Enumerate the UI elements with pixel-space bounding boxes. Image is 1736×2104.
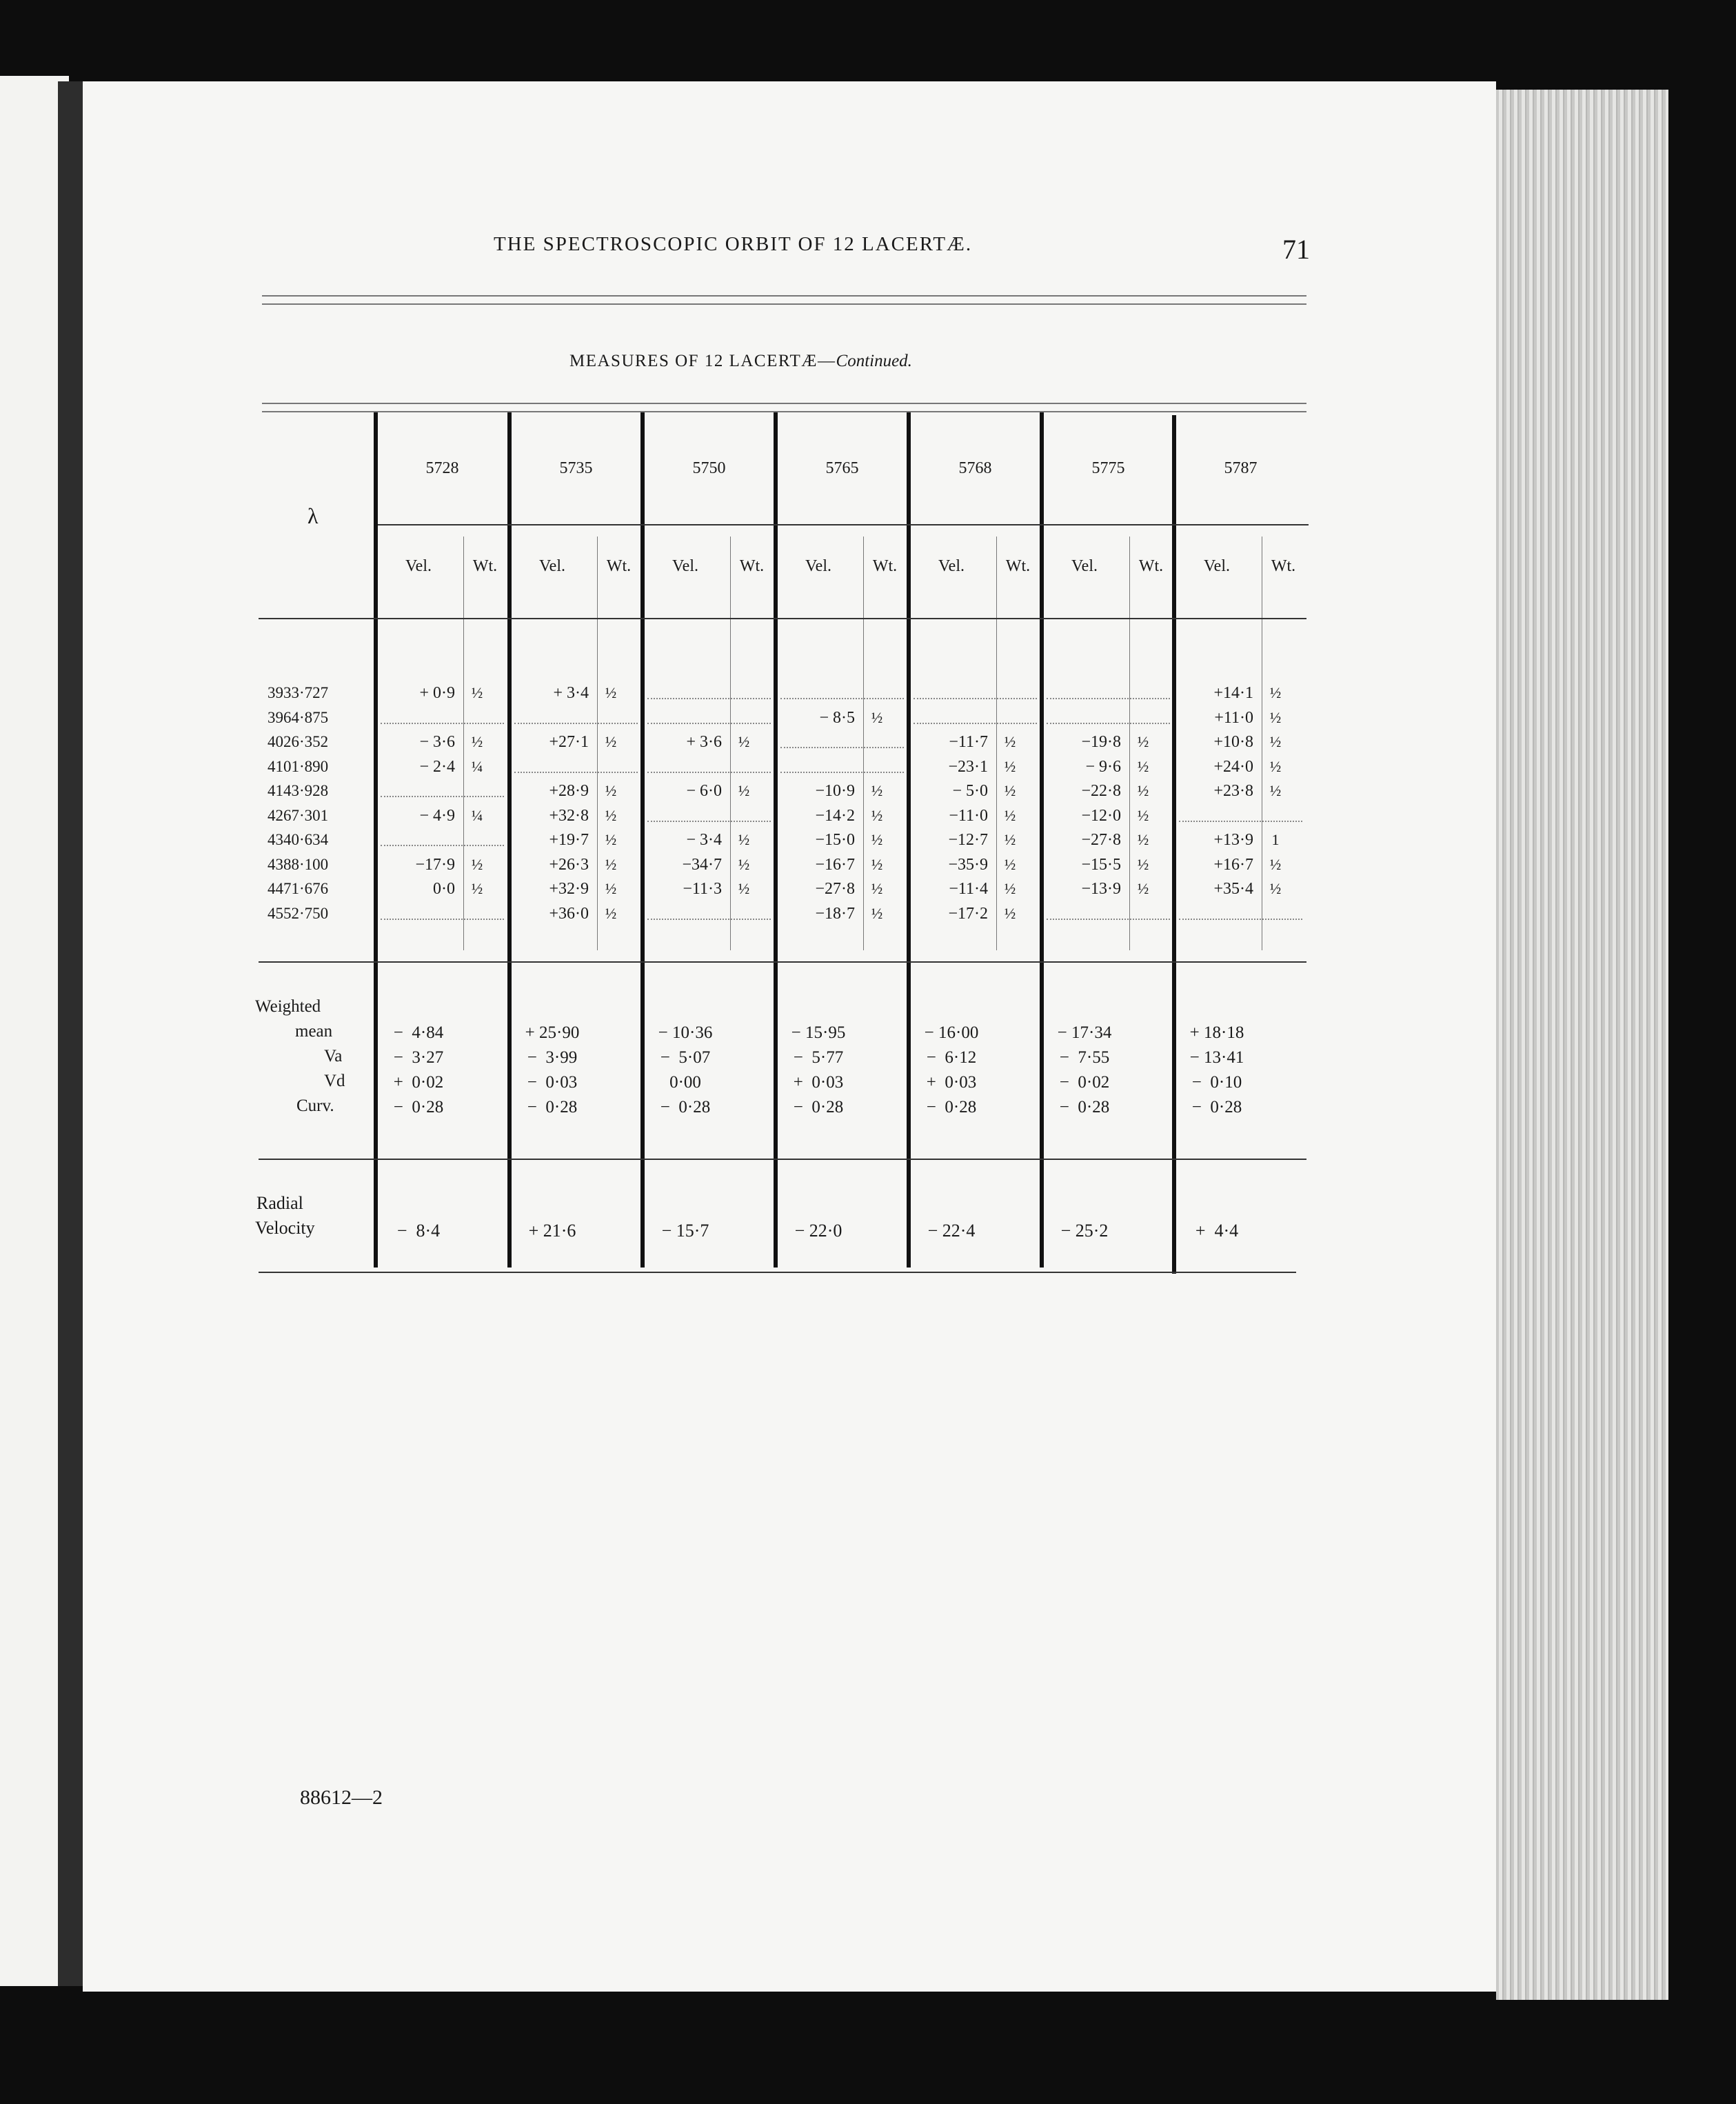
va-value: − 6·12 bbox=[926, 1048, 977, 1067]
weighted_mean-value: − 10·36 bbox=[658, 1023, 713, 1042]
wavelength: 4026·352 bbox=[268, 733, 329, 750]
velocity-value: − 5·0 bbox=[952, 782, 988, 800]
subheader-rule bbox=[378, 524, 1309, 525]
empty-cell-leader bbox=[381, 845, 504, 846]
summary-label-mean: mean bbox=[295, 1022, 333, 1041]
empty-cell-leader bbox=[1179, 821, 1302, 822]
velocity-value: −11·7 bbox=[949, 733, 988, 751]
curv-value: − 0·28 bbox=[527, 1098, 578, 1116]
velocity-value: + 0·9 bbox=[419, 684, 455, 702]
weight-value: ½ bbox=[738, 831, 750, 848]
velocity-label: Velocity bbox=[255, 1218, 315, 1238]
velocity-value: −18·7 bbox=[815, 904, 855, 923]
weight-value: ½ bbox=[1269, 855, 1282, 873]
wt-header: Wt. bbox=[1271, 557, 1296, 575]
plate-number: 5735 bbox=[559, 459, 593, 477]
weight-value: ½ bbox=[471, 855, 483, 873]
weight-value: ½ bbox=[605, 855, 617, 873]
velocity-value: −15·0 bbox=[815, 831, 855, 849]
va-value: − 5·77 bbox=[793, 1048, 844, 1067]
velocity-value: +16·7 bbox=[1213, 855, 1253, 874]
weight-value: ½ bbox=[1004, 782, 1016, 799]
weight-value: ½ bbox=[1137, 782, 1149, 799]
weight-value: ½ bbox=[1004, 904, 1016, 922]
vd-value: − 0·02 bbox=[1059, 1073, 1110, 1092]
wt-header: Wt. bbox=[1005, 557, 1031, 575]
summary-label-curv: Curv. bbox=[296, 1096, 334, 1115]
velocity-value: +27·1 bbox=[549, 733, 589, 751]
vel-wt-divider bbox=[463, 537, 464, 950]
velocity-value: −19·8 bbox=[1081, 733, 1121, 751]
plate-number: 5768 bbox=[958, 459, 992, 477]
weight-value: ½ bbox=[871, 806, 883, 824]
weight-value: ½ bbox=[1269, 733, 1282, 750]
velocity-value: −35·9 bbox=[948, 855, 988, 874]
velocity-value: −23·1 bbox=[948, 757, 988, 776]
weight-value: ½ bbox=[471, 733, 483, 750]
running-head: THE SPECTROSCOPIC ORBIT OF 12 LACERTÆ. bbox=[494, 233, 973, 255]
empty-cell-leader bbox=[514, 723, 638, 724]
radial-velocity-value: + 4·4 bbox=[1195, 1221, 1239, 1241]
va-value: − 13·41 bbox=[1189, 1048, 1244, 1067]
column-rule bbox=[374, 412, 378, 1268]
velocity-value: −12·0 bbox=[1081, 806, 1121, 825]
wt-header: Wt. bbox=[1138, 557, 1164, 575]
wavelength: 4388·100 bbox=[268, 855, 329, 873]
lambda-header: λ bbox=[307, 503, 319, 528]
wavelength: 4340·634 bbox=[268, 831, 329, 848]
velocity-value: 0·0 bbox=[433, 880, 455, 898]
velocity-value: − 6·0 bbox=[686, 782, 722, 800]
velocity-value: −11·3 bbox=[683, 880, 722, 898]
empty-cell-leader bbox=[647, 698, 771, 699]
curv-value: − 0·28 bbox=[1191, 1098, 1242, 1116]
weight-value: ½ bbox=[1004, 880, 1016, 897]
vel-wt-divider bbox=[863, 537, 864, 950]
velocity-value: − 9·6 bbox=[1085, 757, 1121, 776]
table-caption: MEASURES OF 12 LACERTÆ—Continued. bbox=[569, 352, 912, 370]
radial-velocity-value: − 22·0 bbox=[794, 1221, 842, 1241]
velocity-value: +32·9 bbox=[549, 880, 589, 898]
vd-value: − 0·10 bbox=[1191, 1073, 1242, 1092]
weight-value: ½ bbox=[1269, 684, 1282, 701]
vel-wt-divider bbox=[996, 537, 997, 950]
weight-value: ½ bbox=[1137, 855, 1149, 873]
empty-cell-leader bbox=[647, 772, 771, 773]
empty-cell-leader bbox=[514, 772, 638, 773]
velocity-value: −22·8 bbox=[1081, 782, 1121, 800]
velocity-value: +24·0 bbox=[1213, 757, 1253, 776]
weight-value: ½ bbox=[1269, 782, 1282, 799]
plate-number: 5728 bbox=[425, 459, 459, 477]
curv-value: − 0·28 bbox=[393, 1098, 444, 1116]
velocity-value: −10·9 bbox=[815, 782, 855, 800]
velocity-value: −12·7 bbox=[948, 831, 988, 849]
velocity-value: +23·8 bbox=[1213, 782, 1253, 800]
weighted_mean-value: − 17·34 bbox=[1057, 1023, 1112, 1042]
weighted_mean-value: + 18·18 bbox=[1189, 1023, 1244, 1042]
weight-value: ½ bbox=[1137, 806, 1149, 824]
empty-cell-leader bbox=[1047, 723, 1170, 724]
wavelength: 4471·676 bbox=[268, 880, 329, 897]
summary-label-va: Va bbox=[324, 1047, 343, 1065]
weight-value: ½ bbox=[1269, 708, 1282, 726]
vel-header: Vel. bbox=[1071, 557, 1098, 575]
wt-header: Wt. bbox=[739, 557, 765, 575]
weight-value: ½ bbox=[738, 782, 750, 799]
velocity-value: + 3·4 bbox=[553, 684, 589, 702]
weight-value: ½ bbox=[1269, 880, 1282, 897]
vel-header: Vel. bbox=[1204, 557, 1230, 575]
velocity-value: +28·9 bbox=[549, 782, 589, 800]
velocity-value: +14·1 bbox=[1213, 684, 1253, 702]
vel-header: Vel. bbox=[805, 557, 831, 575]
velocity-value: −11·0 bbox=[949, 806, 988, 825]
va-value: − 3·27 bbox=[393, 1048, 444, 1067]
header-rule bbox=[262, 295, 1306, 305]
weight-value: ½ bbox=[871, 855, 883, 873]
radial-velocity-value: − 8·4 bbox=[396, 1221, 441, 1241]
empty-cell-leader bbox=[381, 723, 504, 724]
velocity-value: −17·2 bbox=[948, 904, 988, 923]
empty-cell-leader bbox=[1179, 919, 1302, 920]
velocity-value: +13·9 bbox=[1213, 831, 1253, 849]
weight-value: ½ bbox=[605, 831, 617, 848]
vel-header: Vel. bbox=[405, 557, 432, 575]
velocity-value: − 2·4 bbox=[419, 757, 455, 776]
wavelength: 3933·727 bbox=[268, 684, 329, 701]
vel-wt-divider bbox=[730, 537, 731, 950]
weight-value: ½ bbox=[871, 880, 883, 897]
weight-value: ½ bbox=[1137, 880, 1149, 897]
velocity-value: −13·9 bbox=[1081, 880, 1121, 898]
weight-value: ¼ bbox=[471, 806, 483, 824]
va-value: − 7·55 bbox=[1059, 1048, 1110, 1067]
plate-number: 5787 bbox=[1224, 459, 1258, 477]
velocity-value: −17·9 bbox=[415, 855, 455, 874]
velocity-value: −15·5 bbox=[1081, 855, 1121, 874]
plate-number: 5775 bbox=[1091, 459, 1125, 477]
vd-value: 0·00 bbox=[669, 1073, 701, 1092]
weight-value: ¼ bbox=[471, 757, 483, 775]
curv-value: − 0·28 bbox=[793, 1098, 844, 1116]
body-rule bbox=[259, 961, 1306, 963]
weight-value: ½ bbox=[605, 880, 617, 897]
weight-value: ½ bbox=[471, 684, 483, 701]
weight-value: ½ bbox=[605, 684, 617, 701]
weight-value: ½ bbox=[471, 880, 483, 897]
weight-value: ½ bbox=[871, 782, 883, 799]
curv-value: − 0·28 bbox=[926, 1098, 977, 1116]
summary-rule bbox=[259, 1159, 1306, 1160]
velocity-value: +26·3 bbox=[549, 855, 589, 874]
empty-cell-leader bbox=[914, 723, 1037, 724]
radial-velocity-value: − 15·7 bbox=[661, 1221, 709, 1241]
curv-value: − 0·28 bbox=[660, 1098, 711, 1116]
plate-number: 5765 bbox=[825, 459, 859, 477]
velocity-value: −11·4 bbox=[949, 880, 988, 898]
bottom-rule bbox=[259, 1272, 1296, 1273]
velocity-value: − 8·5 bbox=[819, 708, 855, 727]
weight-value: ½ bbox=[738, 733, 750, 750]
velocity-value: − 4·9 bbox=[419, 806, 455, 825]
empty-cell-leader bbox=[1047, 698, 1170, 699]
radial-velocity-value: + 21·6 bbox=[528, 1221, 576, 1241]
weight-value: ½ bbox=[738, 855, 750, 873]
weight-value: ½ bbox=[605, 904, 617, 922]
summary-label-vd: Vd bbox=[324, 1072, 345, 1090]
weight-value: ½ bbox=[871, 831, 883, 848]
empty-cell-leader bbox=[780, 747, 904, 748]
caption-rule bbox=[262, 403, 1306, 412]
wavelength: 4101·890 bbox=[268, 757, 329, 775]
vel-wt-divider bbox=[597, 537, 598, 950]
weight-value: ½ bbox=[605, 733, 617, 750]
vel-header: Vel. bbox=[938, 557, 965, 575]
weighted_mean-value: + 25·90 bbox=[525, 1023, 580, 1042]
empty-cell-leader bbox=[381, 919, 504, 920]
velocity-value: −34·7 bbox=[682, 855, 722, 874]
weight-value: ½ bbox=[1004, 733, 1016, 750]
vel-header: Vel. bbox=[672, 557, 698, 575]
summary-label-weighted: Weighted bbox=[255, 997, 321, 1016]
velocity-value: −27·8 bbox=[815, 880, 855, 898]
vd-value: + 0·03 bbox=[793, 1073, 844, 1092]
velocity-value: + 3·6 bbox=[686, 733, 722, 751]
velocity-value: −16·7 bbox=[815, 855, 855, 874]
velocity-value: −27·8 bbox=[1081, 831, 1121, 849]
wavelength: 4143·928 bbox=[268, 782, 329, 799]
weight-value: 1 bbox=[1271, 831, 1280, 848]
empty-cell-leader bbox=[780, 772, 904, 773]
radial-label: Radial bbox=[256, 1193, 303, 1213]
radial-velocity-value: − 22·4 bbox=[927, 1221, 976, 1241]
plate-number: 5750 bbox=[692, 459, 726, 477]
wt-header: Wt. bbox=[872, 557, 898, 575]
velocity-value: − 3·4 bbox=[686, 831, 722, 849]
velocity-value: +10·8 bbox=[1213, 733, 1253, 751]
weight-value: ½ bbox=[605, 782, 617, 799]
va-value: − 5·07 bbox=[660, 1048, 711, 1067]
vd-value: − 0·03 bbox=[527, 1073, 578, 1092]
vd-value: + 0·02 bbox=[393, 1073, 444, 1092]
velocity-value: +32·8 bbox=[549, 806, 589, 825]
weighted_mean-value: − 15·95 bbox=[791, 1023, 846, 1042]
curv-value: − 0·28 bbox=[1059, 1098, 1110, 1116]
weight-value: ½ bbox=[1004, 855, 1016, 873]
footer-code: 88612—2 bbox=[300, 1786, 383, 1809]
wt-header: Wt. bbox=[606, 557, 632, 575]
empty-cell-leader bbox=[1047, 919, 1170, 920]
wavelength: 4267·301 bbox=[268, 806, 329, 824]
empty-cell-leader bbox=[381, 796, 504, 797]
velocity-value: − 3·6 bbox=[419, 733, 455, 751]
empty-cell-leader bbox=[914, 698, 1037, 699]
weight-value: ½ bbox=[605, 806, 617, 824]
vel-wt-divider bbox=[1129, 537, 1130, 950]
velocity-value: −14·2 bbox=[815, 806, 855, 825]
page-number: 71 bbox=[1282, 234, 1310, 265]
weight-value: ½ bbox=[871, 708, 883, 726]
weight-value: ½ bbox=[1004, 806, 1016, 824]
weight-value: ½ bbox=[1137, 831, 1149, 848]
wavelength: 3964·875 bbox=[268, 708, 329, 726]
vel-header: Vel. bbox=[539, 557, 565, 575]
weight-value: ½ bbox=[871, 904, 883, 922]
va-value: − 3·99 bbox=[527, 1048, 578, 1067]
empty-cell-leader bbox=[780, 698, 904, 699]
empty-cell-leader bbox=[647, 723, 771, 724]
weight-value: ½ bbox=[1004, 831, 1016, 848]
weight-value: ½ bbox=[1004, 757, 1016, 775]
velocity-value: +35·4 bbox=[1213, 880, 1253, 898]
wavelength: 4552·750 bbox=[268, 904, 329, 922]
velocity-value: +19·7 bbox=[549, 831, 589, 849]
empty-cell-leader bbox=[647, 919, 771, 920]
weight-value: ½ bbox=[1269, 757, 1282, 775]
heading-rule bbox=[259, 618, 1306, 619]
empty-cell-leader bbox=[647, 821, 771, 822]
weighted_mean-value: − 16·00 bbox=[924, 1023, 979, 1042]
weight-value: ½ bbox=[738, 880, 750, 897]
radial-velocity-value: − 25·2 bbox=[1060, 1221, 1109, 1241]
wt-header: Wt. bbox=[472, 557, 498, 575]
weight-value: ½ bbox=[1137, 733, 1149, 750]
velocity-value: +36·0 bbox=[549, 904, 589, 923]
velocity-value: +11·0 bbox=[1214, 708, 1253, 727]
weighted_mean-value: − 4·84 bbox=[393, 1023, 444, 1042]
page-stack-edge bbox=[1496, 90, 1668, 2000]
vd-value: + 0·03 bbox=[926, 1073, 977, 1092]
weight-value: ½ bbox=[1137, 757, 1149, 775]
